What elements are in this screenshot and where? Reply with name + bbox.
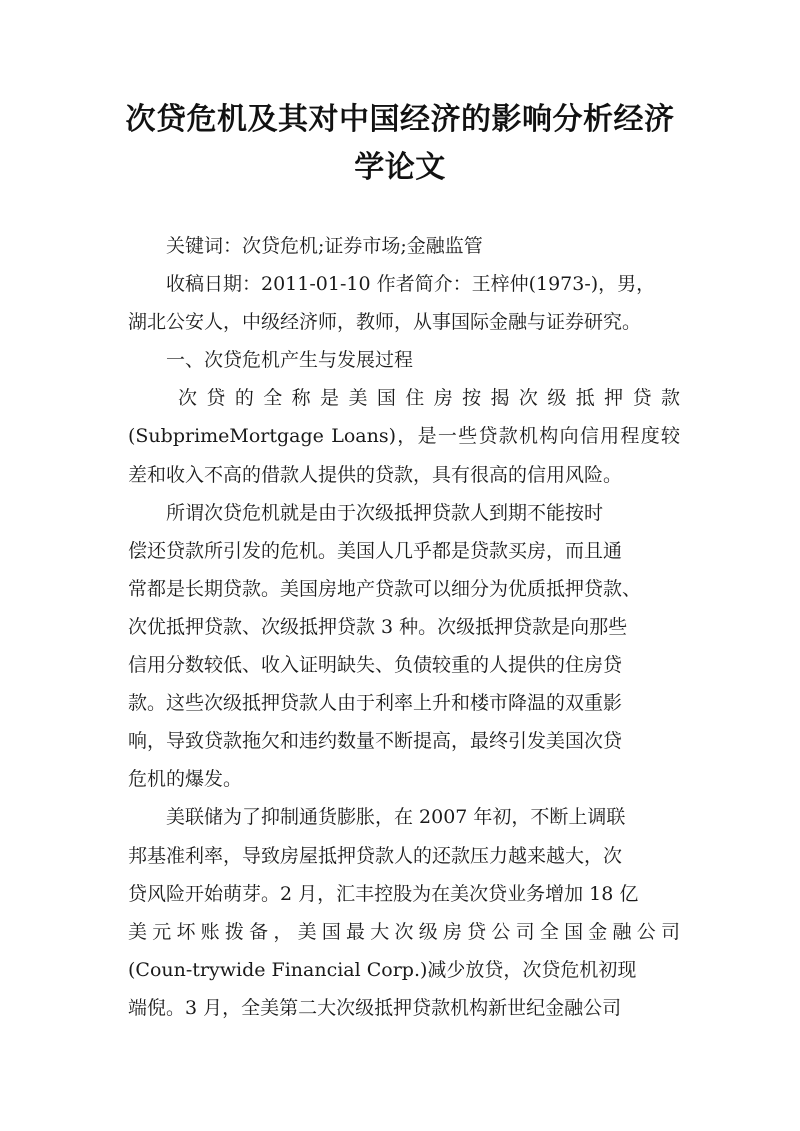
body-line: 响，导致贷款拖欠和违约数量不断提高，最终引发美国次贷 [128,730,623,753]
body-line: 次 贷 的 全 称 是 美 国 住 房 按 揭 次 级 抵 押 贷 款 [178,387,680,410]
received-date-line: 收稿日期：2011-01-10 作者简介：王梓仲(1973-)，男， [166,273,656,296]
body-line: 所谓次贷危机就是由于次级抵押贷款人到期不能按时 [166,501,604,524]
body-line: 湖北公安人，中级经济师，教师，从事国际金融与证券研究。 [128,311,642,334]
section-heading: 一、次贷危机产生与发展过程 [166,349,414,372]
body-line: 贷风险开始萌芽。2 月，汇丰控股为在美次贷业务增加 18 亿 [128,882,639,905]
body-line: 款。这些次级抵押贷款人由于利率上升和楼市降温的双重影 [128,692,623,715]
title-line-2: 学论文 [354,150,446,185]
title-line-1: 次贷危机及其对中国经济的影响分析经济 [125,102,675,137]
keywords-line: 关键词：次贷危机;证券市场;金融监管 [166,235,483,257]
body-line: 差和收入不高的借款人提供的贷款，具有很高的信用风险。 [128,463,623,486]
body-line: 端倪。3 月，全美第二大次级抵押贷款机构新世纪金融公司 [128,996,622,1019]
body-line: (Coun-trywide Financial Corp.)减少放贷，次贷危机初现 [128,958,637,981]
body-line: 常都是长期贷款。美国房地产贷款可以细分为优质抵押贷款、 [128,577,642,600]
body-line: 信用分数较低、收入证明缺失、负债较重的人提供的住房贷 [128,654,623,677]
body-line: 美联储为了抑制通货膨胀，在 2007 年初，不断上调联 [166,806,626,829]
document-body [128,227,680,1027]
body-line: 次优抵押贷款、次级抵押贷款 3 种。次级抵押贷款是向那些 [128,615,628,638]
body-line: 危机的爆发。 [128,768,243,791]
body-line: 偿还贷款所引发的危机。美国人几乎都是贷款买房，而且通 [128,539,623,562]
body-line: (SubprimeMortgage Loans)，是一些贷款机构向信用程度较 [128,425,680,448]
body-line: 美元坏账拨备，美国最大次级房贷公司全国金融公司 [128,920,680,943]
document-title [120,96,680,192]
body-line: 邦基准利率，导致房屋抵押贷款人的还款压力越来越大，次 [128,844,623,867]
